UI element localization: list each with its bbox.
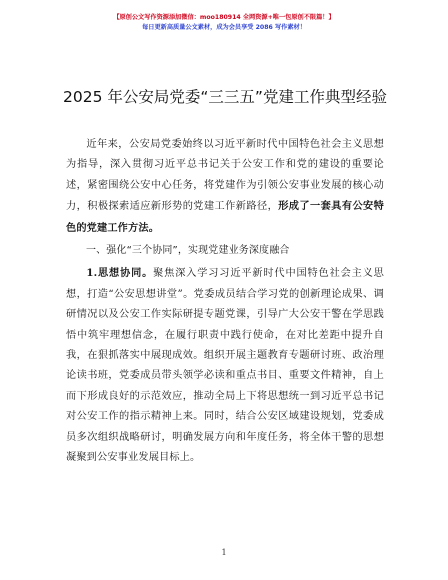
promo-banner	[0, 13, 448, 33]
intro-text: 近年来，公安局党委始终以习近平新时代中国特色社会主义思想为指导，深入贯彻习近平总书记关于公安工作和党的建设的重要论述，紧密围绕公安中心任务，将党建作为引领公安事业发展的核心动力，积极探索适应新形势的党建工作新路径，	[66, 139, 384, 213]
section-heading-1: 一、强化“三个协同”，实现党建业务深度融合	[86, 245, 290, 257]
page-number: 1	[221, 548, 227, 557]
promo-banner-line-2: 每日更新高质量公文素材，成为会员享受 2086 写作素材！	[142, 24, 306, 31]
intro-bold-text: 形成了一套具有公安特色的党建工作方法。	[66, 200, 385, 234]
promo-banner-line-1: 【原创公文写作资源添加微信：moo180914 全网资源+唯一包原创不限篇！】	[113, 14, 335, 21]
intro-paragraph	[66, 135, 384, 239]
item-paragraph-1	[66, 263, 384, 468]
item-lead-1: 1.思想协同。	[86, 267, 154, 280]
item-text-1: 聚焦深入学习习近平新时代中国特色社会主义思想，打造“公安思想讲堂”。党委成员结合学习党的创新理论成果、调研情况以及公安工作实际研提专题党课，引导广大公安干警在学思践悟中筑牢理想信念，在履行职责中践行使命，在对比差距中提升自我，在狠抓落实中展现成效。组织开展主题教育专题研讨班、政治理论读书班，党委成员带头领学必读和重点书目、重要文件精神，自上而下形成良好的示范效应，推动全局上下将思想统一到习近平总书记对公安工作的指示精神上来。同时，结合公安区域建设规划，党委成员多次组织战略研讨，明确发展方向和年度任务，将全体干警的思想凝聚到公安事业发展目标上。	[66, 268, 385, 464]
document-body	[66, 135, 384, 469]
document-title: 2025 年公安局党委“三三五”党建工作典型经验	[63, 88, 387, 106]
